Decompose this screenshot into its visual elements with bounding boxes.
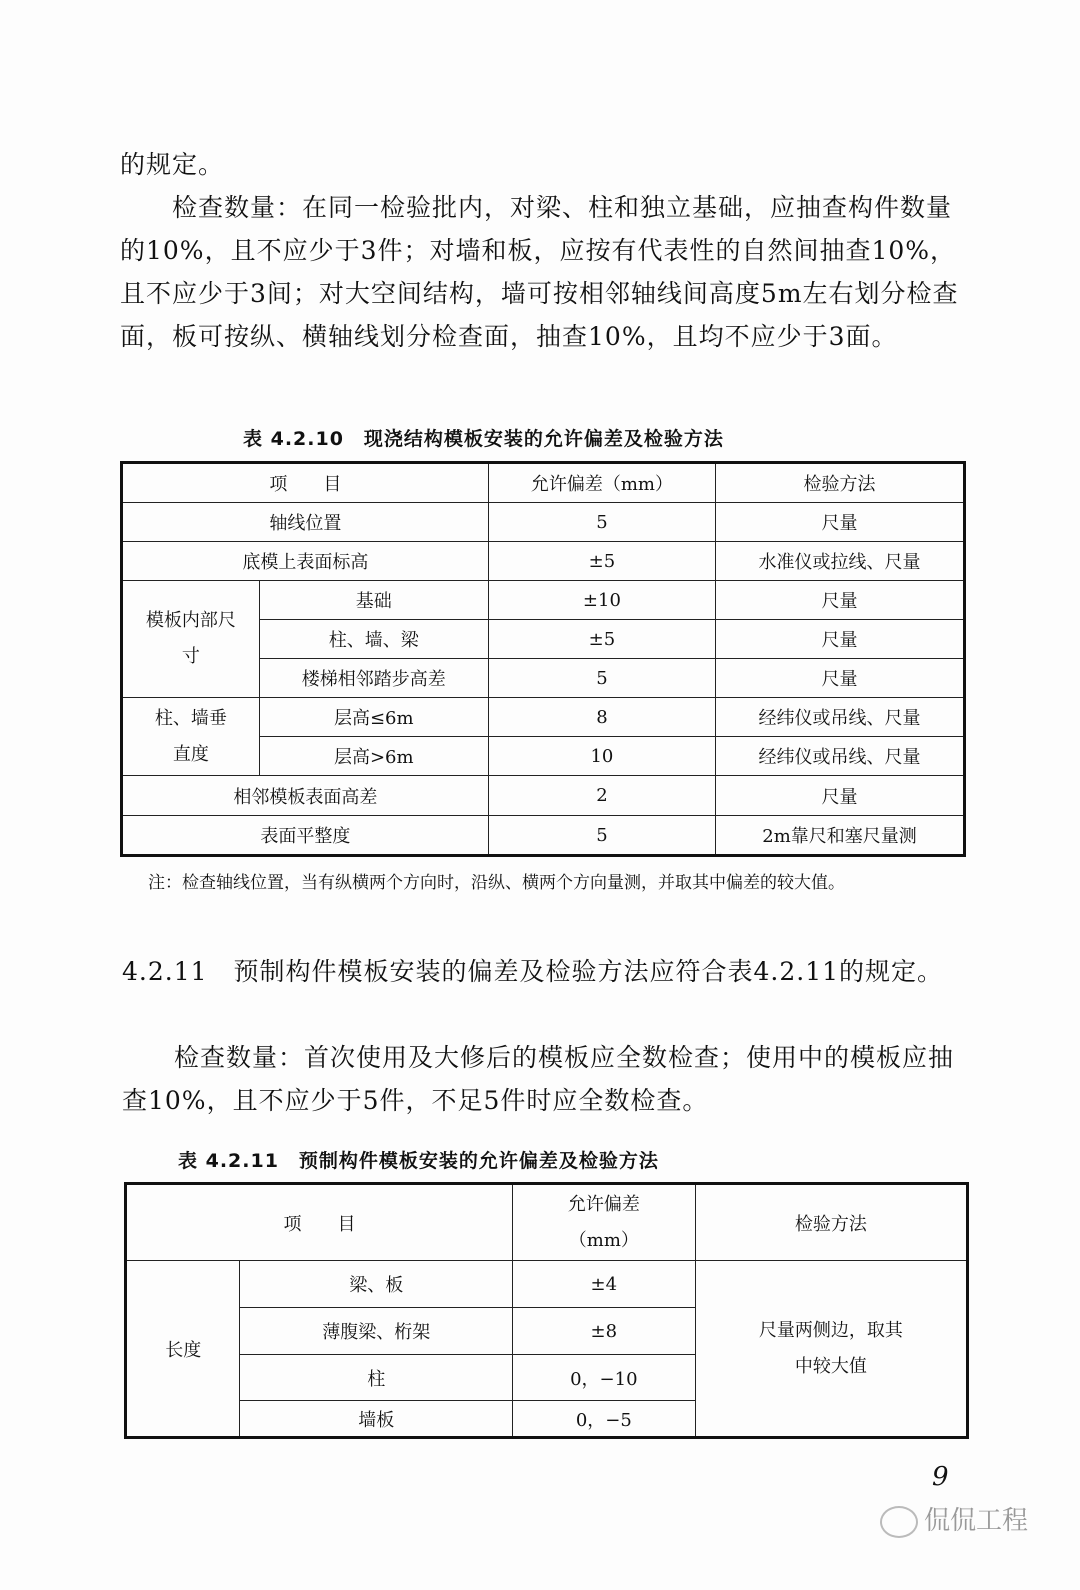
cell: 底模上表面标高 xyxy=(122,542,489,581)
cell: 0，−10 xyxy=(512,1355,695,1401)
wechat-icon xyxy=(880,1506,918,1538)
table-caption: 表 4.2.11 预制构件模板安装的允许偏差及检验方法 xyxy=(178,1150,659,1172)
paragraph: 的规定。 xyxy=(120,150,225,179)
cell: 楼梯相邻踏步高差 xyxy=(259,659,488,698)
cell: ±5 xyxy=(488,620,715,659)
cell: 10 xyxy=(488,737,715,776)
cell: 基础 xyxy=(259,581,488,620)
tolerance-table-4-2-10 xyxy=(120,461,966,857)
cell: 2m靠尺和塞尺量测 xyxy=(716,816,965,856)
cell: 5 xyxy=(488,816,715,856)
page-number: 9 xyxy=(932,1462,949,1492)
cell: 柱、墙、梁 xyxy=(259,620,488,659)
cell: 经纬仪或吊线、尺量 xyxy=(716,698,965,737)
cell: 尺量 xyxy=(716,581,965,620)
cell: 墙板 xyxy=(240,1401,513,1438)
watermark xyxy=(880,1500,1028,1538)
cell: 薄腹梁、桁架 xyxy=(240,1308,513,1355)
cell: 层高≤6m xyxy=(259,698,488,737)
cell: 轴线位置 xyxy=(122,503,489,542)
cell: 水准仪或拉线、尺量 xyxy=(716,542,965,581)
table-note: 注：检查轴线位置，当有纵横两个方向时，沿纵、横两个方向量测，并取其中偏差的较大值。 xyxy=(148,873,845,893)
paragraph-inspection-quantity-2: 检查数量：首次使用及大修后的模板应全数检查；使用中的模板应抽查10%，且不应少于5件，不足5件时应全数检查。 xyxy=(122,1043,955,1115)
cell: ±5 xyxy=(488,542,715,581)
cell: ±8 xyxy=(512,1308,695,1355)
cell: 经纬仪或吊线、尺量 xyxy=(716,737,965,776)
cell: 柱 xyxy=(240,1355,513,1401)
cell: 5 xyxy=(488,503,715,542)
cell: 尺量 xyxy=(716,659,965,698)
watermark-text: 侃侃工程 xyxy=(924,1506,1029,1536)
cell: 2 xyxy=(488,776,715,816)
cell: 5 xyxy=(488,659,715,698)
header-method: 检验方法 xyxy=(695,1184,967,1261)
group-cell: 模板内部尺寸 xyxy=(122,581,260,698)
cell: 尺量 xyxy=(716,503,965,542)
cell: 0，−5 xyxy=(512,1401,695,1438)
table-caption: 表 4.2.10 现浇结构模板安装的允许偏差及检验方法 xyxy=(243,428,724,450)
cell: 层高>6m xyxy=(259,737,488,776)
header-tolerance: 允许偏差（mm） xyxy=(512,1184,695,1261)
clause-4-2-11: 4.2.11 预制构件模板安装的偏差及检验方法应符合表4.2.11的规定。 xyxy=(122,957,944,986)
cell: 表面平整度 xyxy=(122,816,489,856)
cell: ±4 xyxy=(512,1261,695,1308)
tolerance-table-4-2-11 xyxy=(124,1182,969,1439)
method-cell: 尺量两侧边，取其中较大值 xyxy=(695,1261,967,1438)
header-item: 项 目 xyxy=(122,463,489,503)
cell: ±10 xyxy=(488,581,715,620)
header-method: 检验方法 xyxy=(716,463,965,503)
cell: 8 xyxy=(488,698,715,737)
group-cell: 柱、墙垂直度 xyxy=(122,698,260,776)
cell: 尺量 xyxy=(716,776,965,816)
cell: 梁、板 xyxy=(240,1261,513,1308)
cell: 相邻模板表面高差 xyxy=(122,776,489,816)
header-tolerance: 允许偏差（mm） xyxy=(488,463,715,503)
header-item: 项 目 xyxy=(126,1184,513,1261)
paragraph-inspection-quantity: 检查数量：在同一检验批内，对梁、柱和独立基础，应抽查构件数量的10%，且不应少于3件；对墙和板，应按有代表性的自然间抽查10%，且不应少于3间；对大空间结构，墙可按相邻轴线间高度5m左右划分检查面，板可按纵、横轴线划分检查面，抽查10%，且均不应少于3面。 xyxy=(120,193,959,351)
group-cell: 长度 xyxy=(126,1261,240,1438)
cell: 尺量 xyxy=(716,620,965,659)
